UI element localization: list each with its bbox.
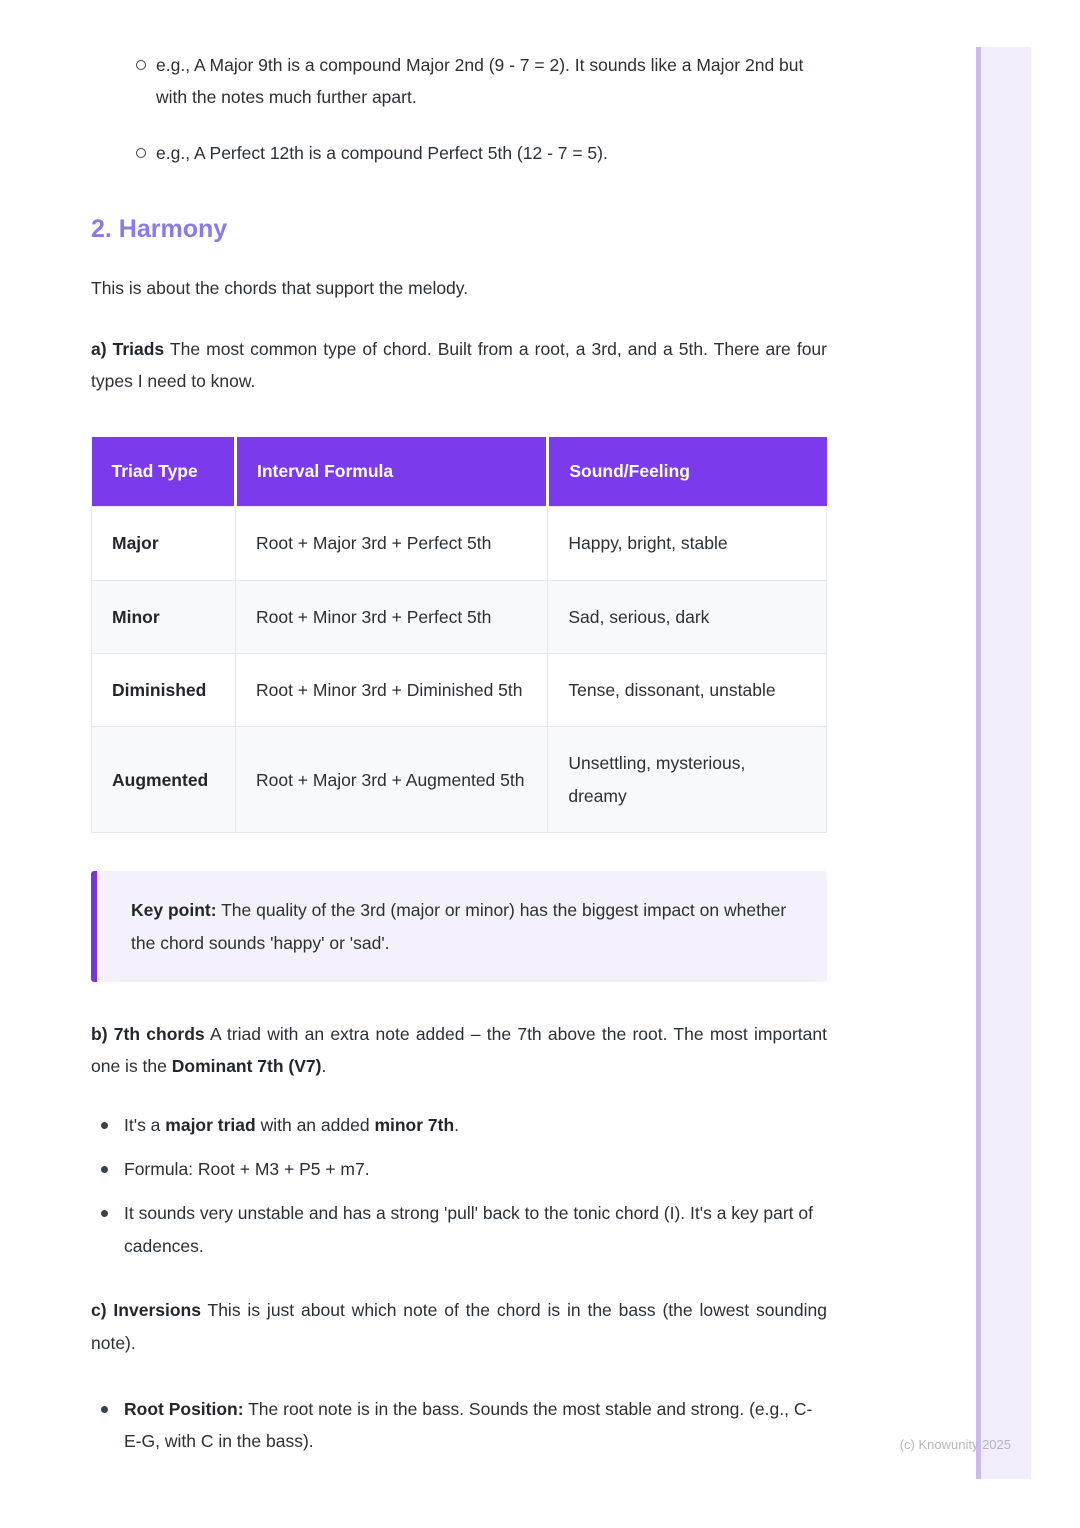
table-row-minor (92, 580, 827, 653)
cell-interval-formula: Root + Minor 3rd + Perfect 5th (235, 580, 547, 653)
inversions-paragraph (91, 1294, 827, 1359)
cell-sound-feeling: Sad, serious, dark (548, 580, 827, 653)
seventh-chords-list (91, 1109, 827, 1263)
list-item (91, 137, 827, 169)
cell-triad-type: Augmented (92, 727, 236, 833)
inversions-text: This is just about which note of the chord is in the bass (the lowest sounding note). (91, 1300, 827, 1353)
list-item-bold: minor 7th (374, 1114, 455, 1135)
cell-sound-feeling: Happy, bright, stable (548, 507, 827, 580)
table-header-row (92, 437, 827, 507)
cell-triad-type: Major (92, 507, 236, 580)
cell-triad-type: Minor (92, 580, 236, 653)
key-point-text (131, 894, 797, 959)
harmony-intro-paragraph: This is about the chords that support the melody. (91, 278, 469, 299)
list-item-text: e.g., A Major 9th is a compound Major 2nd (9 - 7 = 2). It sounds like a Major 2nd but with the notes much further apart. (156, 55, 804, 108)
list-item (91, 1109, 827, 1141)
triads-text: The most common type of chord. Built from a root, a 3rd, and a 5th. There are four types I need to know. (91, 338, 827, 391)
key-point-body: The quality of the 3rd (major or minor) has the biggest impact on whether the chord sounds 'happy' or 'sad'. (131, 900, 787, 953)
key-point-callout (91, 871, 827, 982)
seventh-chords-text: A triad with an extra note added – the 7th above the root. The most important one is the (91, 1023, 827, 1077)
triads-table (91, 437, 827, 833)
list-item-text: It sounds very unstable and has a strong 'pull' back to the tonic chord (I). It's a key part of cadences. (124, 1203, 814, 1256)
cell-interval-formula: Root + Major 3rd + Augmented 5th (235, 727, 547, 833)
col-header-sound-feeling: Sound/Feeling (548, 437, 827, 507)
inversions-list (91, 1393, 827, 1458)
section-heading-harmony: 2. Harmony (91, 215, 228, 244)
content-column (91, 0, 827, 1470)
col-header-interval-formula: Interval Formula (235, 437, 547, 507)
list-item-text: . (454, 1114, 460, 1135)
seventh-chords-text-end: . (321, 1056, 327, 1077)
seventh-chords-label: b) 7th chords (91, 1023, 205, 1044)
seventh-chords-paragraph (91, 1018, 827, 1083)
list-item-text: It's a (124, 1114, 166, 1135)
table-row-augmented (92, 727, 827, 833)
col-header-triad-type: Triad Type (92, 437, 236, 507)
list-item-text: with an added (255, 1114, 375, 1135)
cell-sound-feeling: Unsettling, mysterious, dreamy (548, 727, 827, 833)
cell-triad-type: Diminished (92, 654, 236, 727)
table-row-diminished (92, 654, 827, 727)
cell-interval-formula: Root + Major 3rd + Perfect 5th (235, 507, 547, 580)
dominant-7th-label: Dominant 7th (V7) (171, 1056, 322, 1077)
triads-paragraph (91, 333, 827, 398)
list-item (91, 1197, 827, 1262)
cell-sound-feeling: Tense, dissonant, unstable (548, 654, 827, 727)
list-item-bold: major triad (165, 1114, 256, 1135)
triads-label: a) Triads (91, 338, 165, 359)
root-position-label: Root Position: (124, 1398, 244, 1419)
list-item-text: Formula: Root + M3 + P5 + m7. (124, 1159, 370, 1179)
list-item (91, 1393, 827, 1458)
list-item-text: The root note is in the bass. Sounds the most stable and strong. (e.g., C-E-G, with C in the bass). (124, 1398, 813, 1452)
compound-interval-examples-list (91, 49, 827, 169)
list-item (91, 49, 827, 114)
copyright-footer: (c) Knowunity 2025 (899, 1437, 1011, 1452)
list-item (91, 1153, 827, 1185)
list-item-text: e.g., A Perfect 12th is a compound Perfect 5th (12 - 7 = 5). (156, 142, 608, 163)
page-edge-strip (976, 47, 1031, 1479)
key-point-label: Key point: (131, 900, 217, 921)
table-row-major (92, 507, 827, 580)
cell-interval-formula: Root + Minor 3rd + Diminished 5th (235, 654, 547, 727)
inversions-label: c) Inversions (91, 1300, 201, 1321)
